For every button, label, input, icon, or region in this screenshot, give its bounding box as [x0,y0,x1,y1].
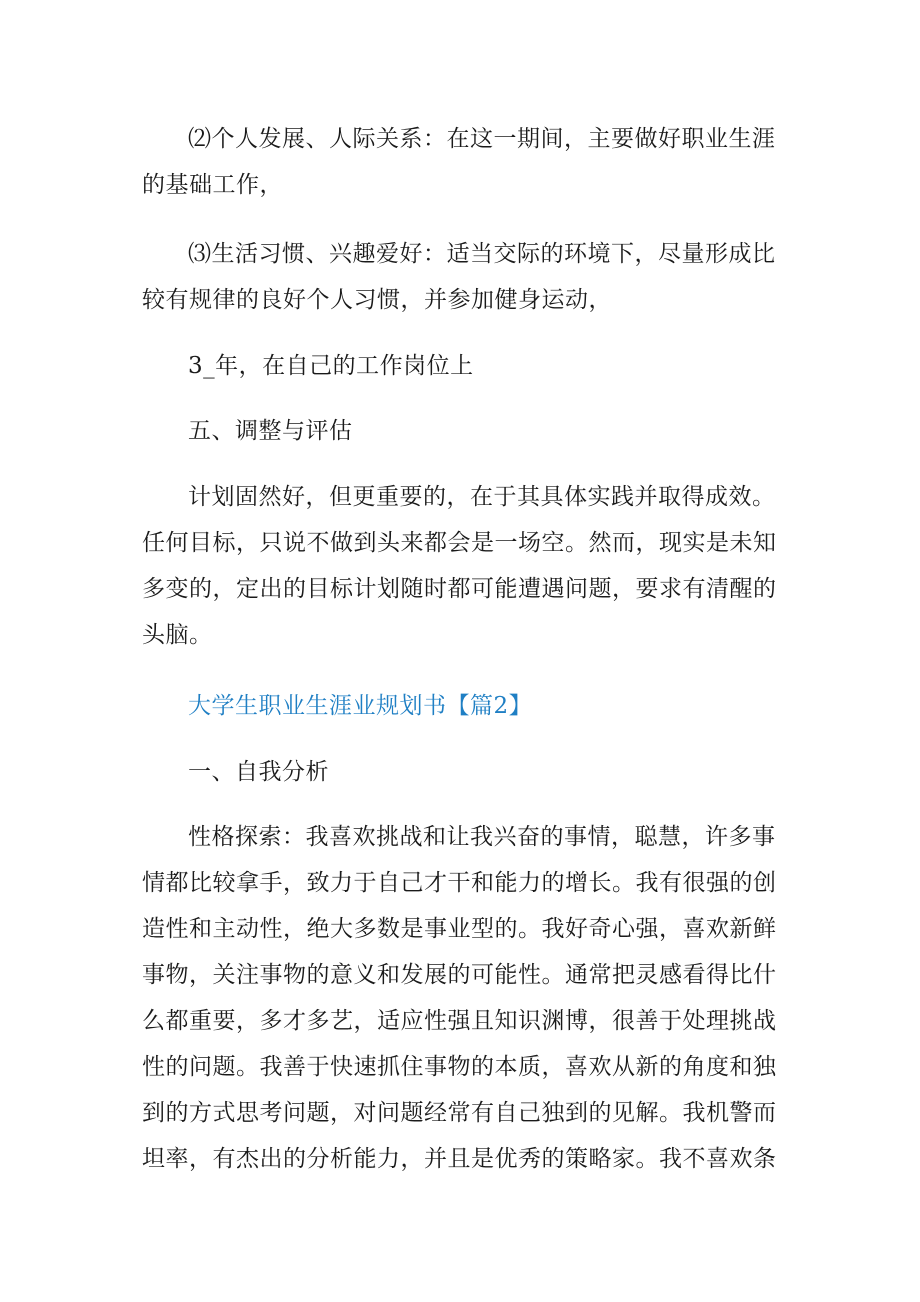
paragraph-personal-development: ⑵个人发展、人际关系：在这一期间，主要做好职业生涯的基础工作， [142,126,776,198]
paragraph-plan-practice: 计划固然好，但更重要的，在于其具体实践并取得成效。任何目标，只说不做到头来都会是一场空。然而，现实是未知多变的，定出的目标计划随时都可能遭遇问题，要求有清醒的头脑。 [142,484,777,648]
section-heading-self-analysis: 一、自我分析 [188,759,329,785]
paragraph-personality-exploration: 性格探索：我喜欢挑战和让我兴奋的事情，聪慧，许多事情都比较拿手，致力于自己才干和能力的增长。我有很强的创造性和主动性，绝大多数是事业型的。我好奇心强，喜欢新鲜事物，关注事物的意义和发展的可能性。通常把灵感看得比什么都重要，多才多艺，适应性强且知识渊博，很善于处理挑战性的问题。我善于快速抓住事物的本质，喜欢从新的角度和独到的方式思考问题，对问题经常有自己独到的见解。我机警而坦率，有杰出的分析能力，并且是优秀的策略家。我不喜欢条 [142,824,777,1172]
section-heading-adjust-evaluate: 五、调整与评估 [188,418,353,444]
article-heading-part-2: 大学生职业生涯业规划书【篇2】 [188,693,533,719]
paragraph-year-three: 3_年，在自己的工作岗位上 [188,353,474,379]
paragraph-living-habits: ⑶生活习惯、兴趣爱好：适当交际的环境下，尽量形成比较有规律的良好个人习惯，并参加健身运动， [142,241,776,313]
